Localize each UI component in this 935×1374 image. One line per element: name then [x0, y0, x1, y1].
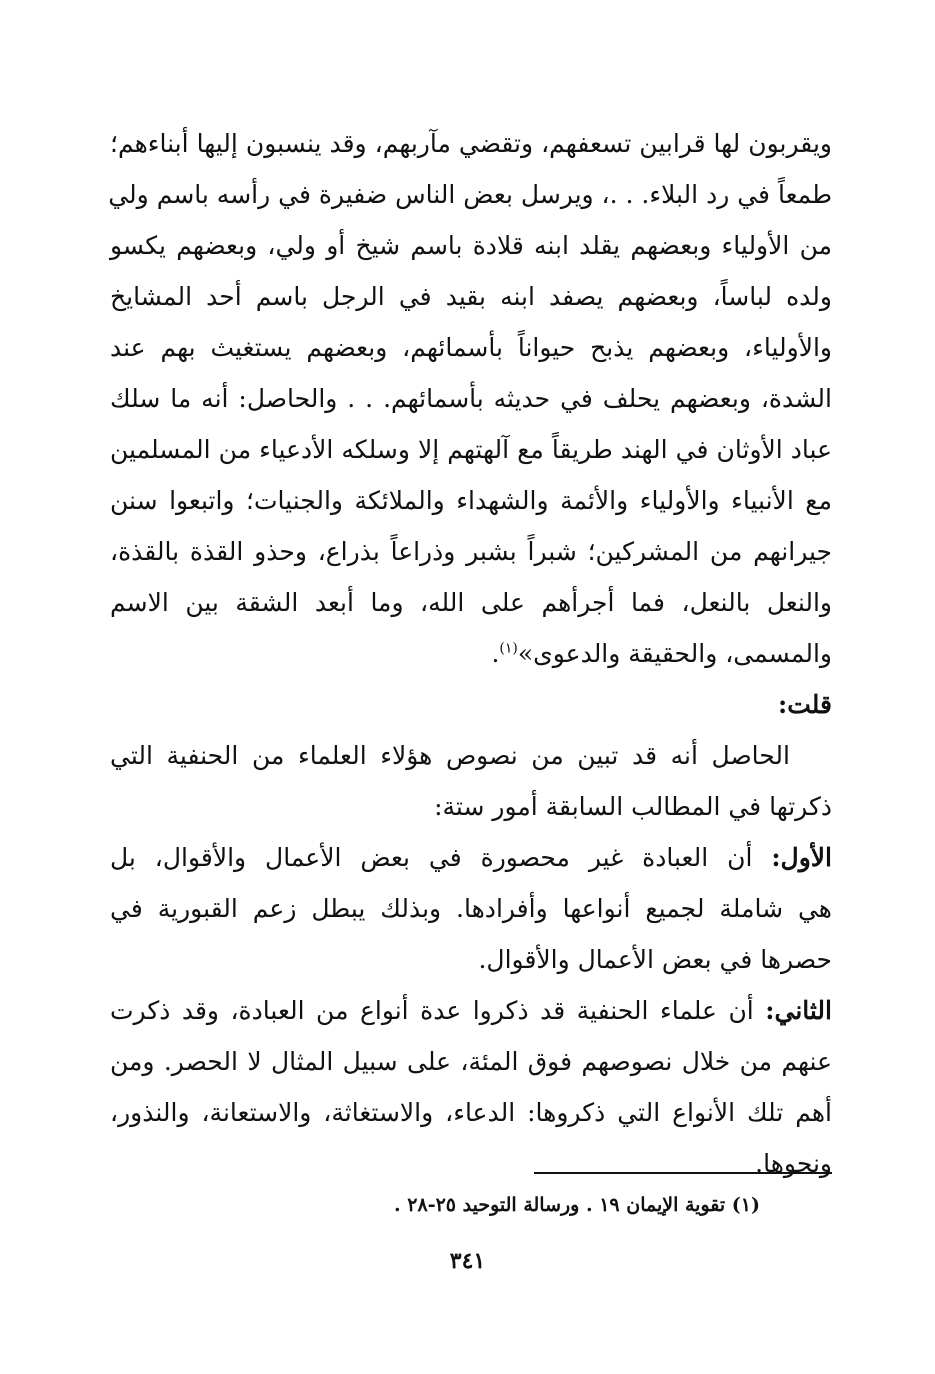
footnote: (١) تقوية الإيمان ١٩ . ورسالة التوحيد ٢٥-٢٨ . — [394, 1194, 760, 1216]
second-point-line — [110, 985, 832, 1036]
paragraph-line: حصرها في بعض الأعمال والأقوال. — [478, 945, 832, 974]
paragraph-line: أهم تلك الأنواع التي ذكروها: الدعاء، والاستغاثة، والاستعانة، والنذور، — [110, 1098, 832, 1127]
paragraph-line: هي شاملة لجميع أنواعها وأفرادها. وبذلك يبطل زعم القبورية في — [110, 894, 832, 923]
text-line: مع الأنبياء والأولياء والأئمة والشهداء والملائكة والجنيات؛ واتبعوا سنن — [110, 486, 832, 515]
page-number: ٣٤١ — [449, 1248, 486, 1274]
second-point-text: أن علماء الحنفية قد ذكروا عدة أنواع من العبادة، وقد ذكرت — [110, 996, 754, 1025]
page-body — [110, 118, 832, 1189]
first-point-line — [110, 832, 832, 883]
second-point-label: الثاني: — [765, 996, 832, 1025]
footnote-reference: (١) — [499, 640, 518, 657]
paragraph-line: ونحوها. — [755, 1149, 832, 1178]
paragraph-line: عنهم من خلال نصوصهم فوق المئة، على سبيل المثال لا الحصر. ومن — [110, 1047, 832, 1076]
text-line: الشدة، وبعضهم يحلف في حديثه بأسمائهم. . . والحاصل: أنه ما سلك — [110, 384, 832, 413]
text-line: ويقربون لها قرابين تسعفهم، وتقضي مآربهم، وقد ينسبون إليها أبناءهم؛ — [110, 129, 832, 158]
text-line: من الأولياء وبعضهم يقلد ابنه قلادة باسم شيخ أو ولي، وبعضهم يكسو — [110, 231, 832, 260]
text-line: جيرانهم من المشركين؛ شبراً بشبر وذراعاً بذراع، وحذو القذة بالقذة، — [110, 537, 832, 566]
text-line: ولده لباساً، وبعضهم يصفد ابنه بقيد في الرجل باسم أحد المشايخ — [110, 282, 832, 311]
text-line: عباد الأوثان في الهند طريقاً مع آلهتهم إلا وسلكه الأدعياء من المسلمين — [110, 435, 833, 464]
paragraph-line: ذكرتها في المطالب السابقة أمور ستة: — [434, 792, 832, 821]
quote-end-period: . — [491, 639, 500, 668]
text-line-quote-end — [110, 628, 832, 679]
section-heading: قلت: — [777, 690, 832, 719]
paragraph-line: الحاصل أنه قد تبين من نصوص هؤلاء العلماء من الحنفية التي — [110, 741, 790, 770]
first-point-label: الأول: — [771, 843, 832, 872]
first-point-text: أن العبادة غير محصورة في بعض الأعمال والأقوال، بل — [110, 843, 753, 872]
text-line: طمعاً في رد البلاء. . .، ويرسل بعض الناس ضفيرة في رأسه باسم ولي — [108, 180, 832, 209]
text-line: والنعل بالنعل، فما أجرأهم على الله، وما أبعد الشقة بين الاسم — [110, 588, 832, 617]
footnote-divider — [534, 1172, 832, 1174]
quote-end-text: والمسمى، والحقيقة والدعوى» — [517, 639, 832, 668]
text-line: والأولياء، وبعضهم يذبح حيواناً بأسمائهم، وبعضهم يستغيث بهم عند — [110, 333, 832, 362]
